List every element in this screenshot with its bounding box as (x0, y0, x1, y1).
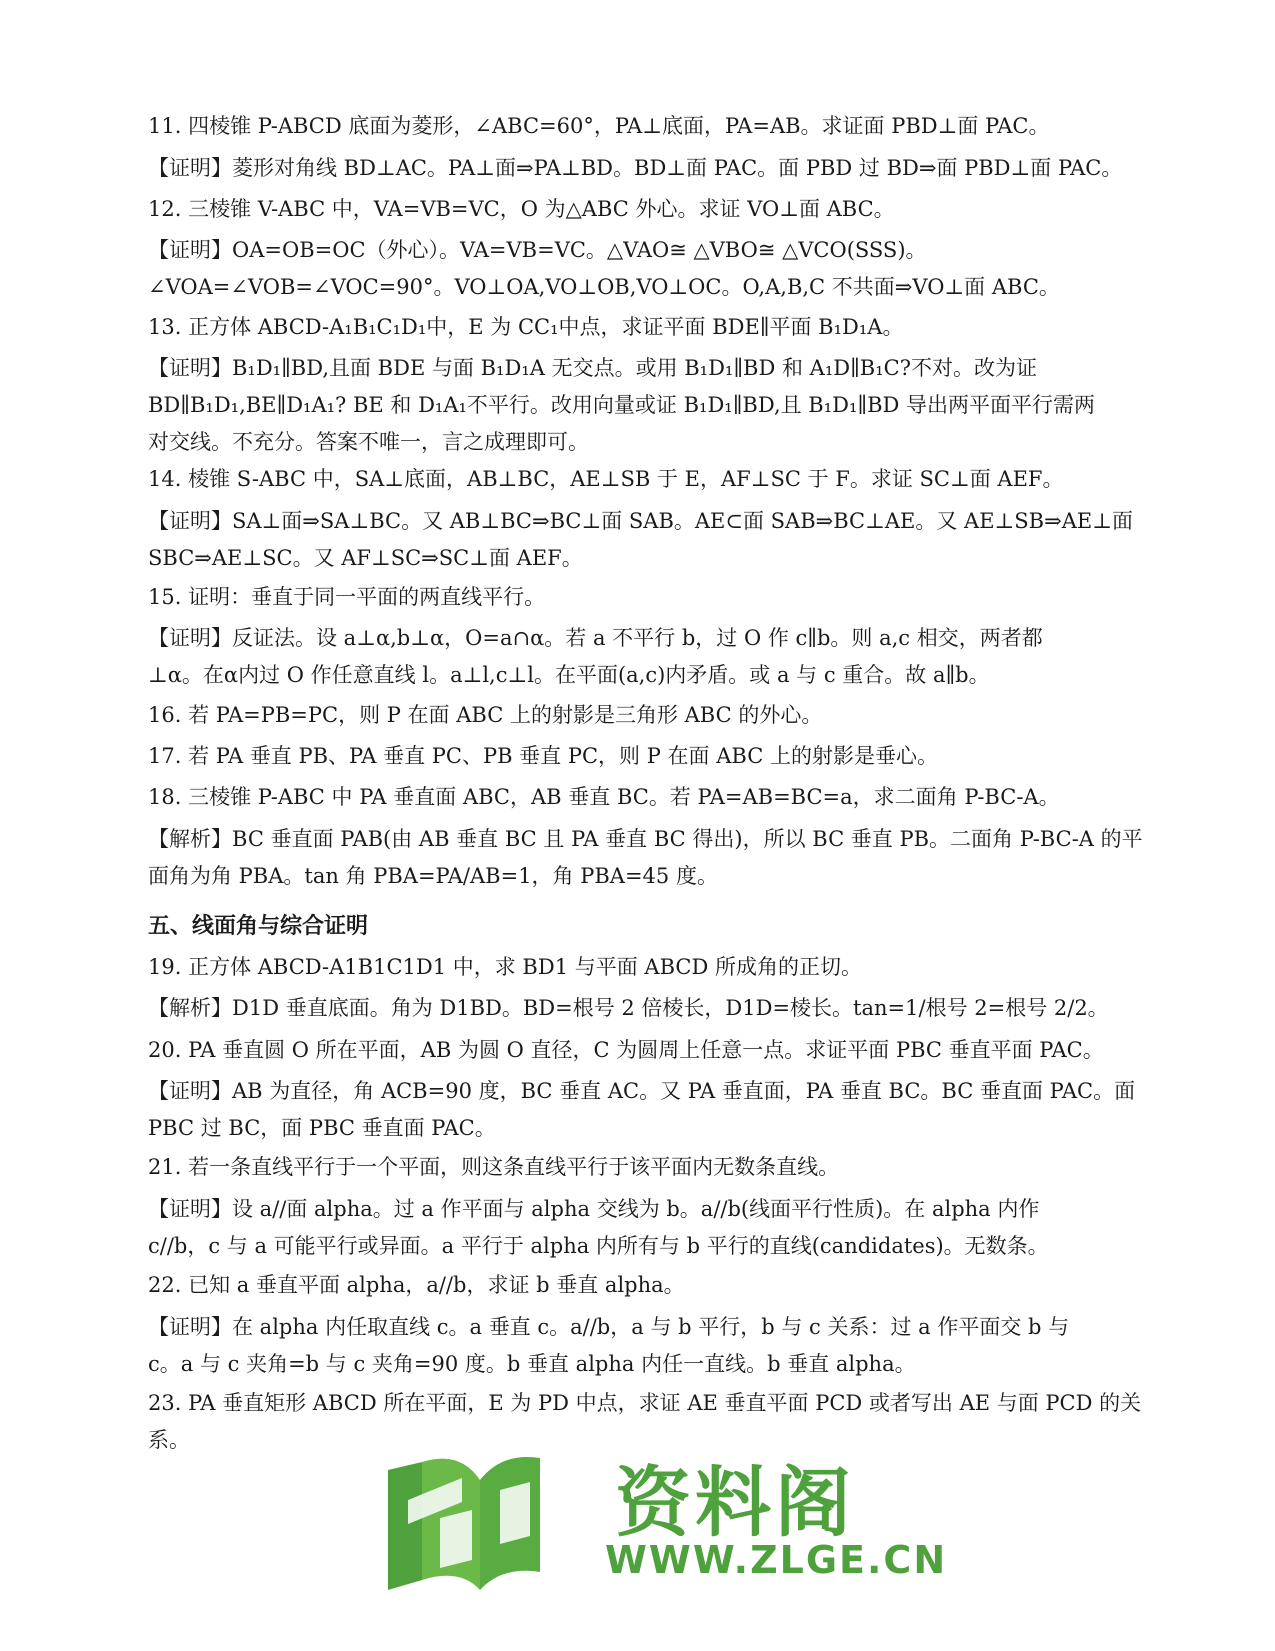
problem-13: 13. 正方体 ABCD-A₁B₁C₁D₁中，E 为 CC₁中点，求证平面 BDE∥平面 B₁D₁A。 (148, 315, 904, 339)
problem-15: 15. 证明：垂直于同一平面的两直线平行。 (148, 585, 546, 609)
problem-16: 16. 若 PA=PB=PC，则 P 在面 ABC 上的射影是三角形 ABC 的外心。 (148, 703, 823, 727)
proof-11: 【证明】菱形对角线 BD⊥AC。PA⊥面⇒PA⊥BD。BD⊥面 PAC。面 PBD 过 BD⇒面 PBD⊥面 PAC。 (148, 156, 1123, 180)
problem-20: 20. PA 垂直圆 O 所在平面，AB 为圆 O 直径，C 为圆周上任意一点。求证平面 PBC 垂直平面 PAC。 (148, 1038, 1104, 1062)
proof-13-line-2: BD∥B₁D₁,BE∥D₁A₁? BE 和 D₁A₁不平行。改用向量或证 B₁D₁∥BD,且 B₁D₁∥BD 导出两平面平行需两 (148, 393, 1096, 417)
problem-18: 18. 三棱锥 P-ABC 中 PA 垂直面 ABC，AB 垂直 BC。若 PA=AB=BC=a，求二面角 P-BC-A。 (148, 785, 1060, 809)
watermark (400, 1440, 948, 1600)
proof-22 (148, 1309, 1128, 1383)
watermark-url: WWW.ZLGE.CN (605, 1538, 948, 1582)
proof-21 (148, 1191, 1128, 1265)
problem-17: 17. 若 PA 垂直 PB、PA 垂直 PC、PB 垂直 PC，则 P 在面 ABC 上的射影是垂心。 (148, 744, 938, 768)
problem-19: 19. 正方体 ABCD-A1B1C1D1 中，求 BD1 与平面 ABCD 所成角的正切。 (148, 955, 862, 979)
answer-19: 【解析】D1D 垂直底面。角为 D1BD。BD=根号 2 倍棱长，D1D=棱长。tan=1/根号 2=根号 2/2。 (148, 996, 1109, 1020)
proof-14 (148, 503, 1133, 577)
proof-13-line-1: 【证明】B₁D₁∥BD,且面 BDE 与面 B₁D₁A 无交点。或用 B₁D₁∥BD 和 A₁D∥B₁C?不对。改为证 (148, 356, 1037, 380)
proof-14-line-2: SBC⇒AE⊥SC。又 AF⊥SC⇒SC⊥面 AEF。 (148, 546, 583, 570)
answer-18-line-2: 面角为角 PBA。tan 角 PBA=PA/AB=1，角 PBA=45 度。 (148, 864, 718, 888)
problem-23-line-2: 系。 (148, 1428, 190, 1452)
proof-15-line-1: 【证明】反证法。设 a⊥α,b⊥α，O=a∩α。若 a 不平行 b，过 O 作 c∥b。则 a,c 相交，两者都 (148, 626, 1043, 650)
proof-15-line-2: ⊥α。在α内过 O 作任意直线 l。a⊥l,c⊥l。在平面(a,c)内矛盾。或 a 与 c 重合。故 a∥b。 (148, 663, 990, 687)
problem-23-line-1: 23. PA 垂直矩形 ABCD 所在平面，E 为 PD 中点，求证 AE 垂直平面 PCD 或者写出 AE 与面 PCD 的关 (148, 1391, 1142, 1415)
problem-21: 21. 若一条直线平行于一个平面，则这条直线平行于该平面内无数条直线。 (148, 1155, 840, 1179)
proof-13-line-3: 对交线。不充分。答案不唯一，言之成理即可。 (148, 430, 589, 454)
proof-20-line-1: 【证明】AB 为直径，角 ACB=90 度，BC 垂直 AC。又 PA 垂直面，PA 垂直 BC。BC 垂直面 PAC。面 (148, 1079, 1136, 1103)
problem-22: 22. 已知 a 垂直平面 alpha，a//b，求证 b 垂直 alpha。 (148, 1273, 685, 1297)
section-heading-5: 五、线面角与综合证明 (148, 914, 369, 939)
watermark-title: 资料阁 (615, 1458, 855, 1547)
proof-12 (148, 232, 1128, 306)
book-logo-icon (380, 1440, 590, 1600)
proof-12-line-1: 【证明】OA=OB=OC（外心）。VA=VB=VC。△VAO≅ △VBO≅ △VCO(SSS)。 (148, 238, 927, 262)
proof-13 (148, 350, 1128, 461)
proof-22-line-2: c。a 与 c 夹角=b 与 c 夹角=90 度。b 垂直 alpha 内任一直线。b 垂直 alpha。 (148, 1352, 916, 1376)
problem-11: 11. 四棱锥 P-ABCD 底面为菱形，∠ABC=60°，PA⊥底面，PA=AB。求证面 PBD⊥面 PAC。 (148, 114, 1050, 138)
answer-18 (148, 821, 1143, 895)
answer-18-line-1: 【解析】BC 垂直面 PAB(由 AB 垂直 BC 且 PA 垂直 BC 得出)，所以 BC 垂直 PB。二面角 P-BC-A 的平 (148, 827, 1143, 851)
proof-20 (148, 1073, 1136, 1147)
proof-15 (148, 620, 1128, 694)
proof-21-line-1: 【证明】设 a//面 alpha。过 a 作平面与 alpha 交线为 b。a//b(线面平行性质)。在 alpha 内作 (148, 1197, 1040, 1221)
problem-14: 14. 棱锥 S-ABC 中，SA⊥底面，AB⊥BC，AE⊥SB 于 E，AF⊥SC 于 F。求证 SC⊥面 AEF。 (148, 467, 1064, 491)
proof-22-line-1: 【证明】在 alpha 内任取直线 c。a 垂直 c。a//b，a 与 b 平行，b 与 c 关系：过 a 作平面交 b 与 (148, 1315, 1070, 1339)
proof-20-line-2: PBC 过 BC，面 PBC 垂直面 PAC。 (148, 1116, 496, 1140)
proof-12-line-2: ∠VOA=∠VOB=∠VOC=90°。VO⊥OA,VO⊥OB,VO⊥OC。O,A,B,C 不共面⇒VO⊥面 ABC。 (148, 275, 1060, 299)
proof-14-line-1: 【证明】SA⊥面⇒SA⊥BC。又 AB⊥BC⇒BC⊥面 SAB。AE⊂面 SAB⇒BC⊥AE。又 AE⊥SB⇒AE⊥面 (148, 509, 1133, 533)
proof-21-line-2: c//b，c 与 a 可能平行或异面。a 平行于 alpha 内所有与 b 平行的直线(candidates)。无数条。 (148, 1234, 1049, 1258)
problem-12: 12. 三棱锥 V-ABC 中，VA=VB=VC，O 为△ABC 外心。求证 VO⊥面 ABC。 (148, 197, 895, 221)
